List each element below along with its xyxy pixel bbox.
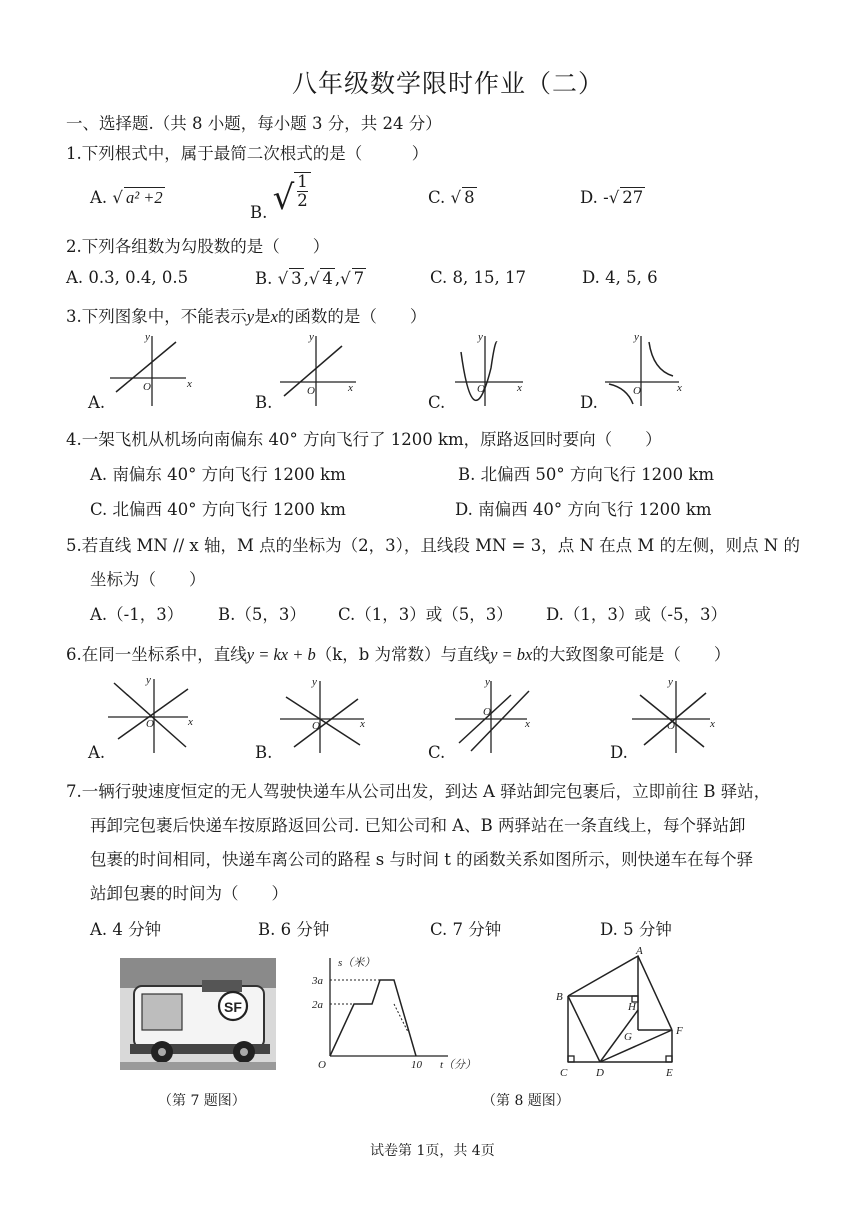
q7-line2: 再卸完包裹后快递车按原路返回公司. 已知公司和 A、B 两驿站在一条直线上，每个驿站卸 [90, 816, 746, 835]
q1-b-den: 2 [297, 191, 308, 210]
sqrt-icon: √ [608, 188, 620, 207]
s-axis-label: s（米） [338, 957, 376, 969]
geometry-figure [552, 945, 702, 1080]
q3-graph-a [110, 330, 190, 410]
q7-option-d: D. 5 分钟 [600, 920, 672, 939]
q1-d-expr: 27 [622, 188, 644, 207]
point-g-label: G [624, 1031, 632, 1043]
origin-label: O [633, 385, 641, 397]
sqrt-icon: √ [112, 188, 123, 207]
sqrt-icon: √ [277, 269, 289, 288]
origin-label: O [307, 385, 315, 397]
q1-option-c [428, 187, 477, 207]
q3-graph-c [455, 330, 535, 410]
origin-label: O [667, 720, 675, 732]
y-axis-label: y [634, 331, 639, 343]
point-c-label: C [560, 1067, 568, 1079]
q1-option-b [250, 172, 311, 222]
y-axis-label: y [668, 676, 673, 688]
q3-label-b: B. [255, 393, 273, 412]
q3-stem-c: 的函数的是（ ） [277, 307, 427, 326]
q3-graph-d [605, 330, 685, 410]
q3-stem-b: 是 [254, 307, 271, 326]
x-axis-label: x [517, 382, 522, 394]
distance-time-line [330, 980, 416, 1056]
segment-bd [568, 996, 600, 1062]
q6-label-c: C. [428, 743, 446, 762]
y-axis-label: y [478, 331, 483, 343]
truck-photo [120, 958, 276, 1070]
q4-option-b: B. 北偏西 50° 方向飞行 1200 km [458, 465, 714, 484]
q6-stem [66, 641, 730, 665]
y-axis-label: y [309, 331, 314, 343]
x-axis-label: x [525, 718, 530, 730]
page-title: 八年级数学限时作业（二） [292, 69, 605, 98]
sqrt-icon: √ [340, 269, 351, 288]
page-footer: 试卷第 1页，共 4页 [370, 1143, 495, 1159]
point-a-label: A [636, 945, 643, 957]
sqrt-icon: √ [272, 178, 295, 218]
q6-graph-c [455, 675, 545, 755]
q6-stem-c: 的大致图象可能是（ ） [532, 645, 731, 664]
graph-line-2 [294, 699, 358, 747]
sf-logo: SF [224, 999, 242, 1015]
q1-stem: 1.下列根式中，属于最简二次根式的是（ ） [66, 144, 429, 163]
origin-label: O [483, 706, 491, 718]
y-axis-label: y [485, 676, 490, 688]
q6-label-d: D. [610, 743, 628, 762]
graph-line-1 [471, 691, 529, 751]
q2-option-a: A. 0.3, 0.4, 0.5 [66, 268, 189, 287]
origin-label: O [143, 381, 151, 393]
q7-line3: 包裹的时间相同，快递车离公司的路程 s 与时间 t 的函数关系如图所示，则快递车在每个驿 [90, 850, 754, 869]
q3-label-d: D. [580, 393, 598, 412]
origin-label: O [312, 720, 320, 732]
x-axis-label: x [710, 718, 715, 730]
tick-2a: 2a [312, 999, 323, 1011]
graph-line-1 [114, 683, 186, 747]
q2-b-r3: 7 [353, 269, 365, 288]
truck-hub-rear [240, 1048, 248, 1056]
origin-label: O [146, 718, 154, 730]
q2-stem: 2.下列各组数为勾股数的是（ ） [66, 237, 330, 256]
q4-option-a: A. 南偏东 40° 方向飞行 1200 km [90, 465, 346, 484]
q3-var-y: y [246, 307, 255, 326]
q5-option-b: B.（5，3） [218, 605, 306, 624]
q5-option-c: C.（1，3）或（5，3） [338, 605, 513, 624]
point-f-label: F [676, 1025, 683, 1037]
q6-label-b: B. [255, 743, 273, 762]
q3-stem-a: 3.下列图象中，不能表示 [66, 307, 247, 326]
q3-graph-b [280, 330, 360, 410]
q2-b-label: B. [255, 269, 273, 288]
q7-option-a: A. 4 分钟 [90, 920, 162, 939]
x-axis-label: x [348, 382, 353, 394]
triangle-bab [568, 956, 672, 1030]
graph-line-1 [286, 697, 360, 745]
q1-c-label: C. [428, 188, 446, 207]
truck-window [142, 994, 182, 1030]
q7-line1: 7.一辆行驶速度恒定的无人驾驶快递车从公司出发，到达 A 驿站卸完包裹后，立即前往 B 驿站， [66, 782, 771, 801]
origin-label: O [318, 1059, 326, 1071]
point-b-label: B [556, 991, 563, 1003]
q5-option-a: A.（-1，3） [90, 605, 184, 624]
q2-option-c: C. 8, 15, 17 [430, 268, 526, 287]
right-angle-e [666, 1056, 672, 1062]
y-axis-label: y [146, 674, 151, 686]
right-angle-c [568, 1056, 574, 1062]
tick-3a: 3a [312, 975, 323, 987]
truck-sensor [202, 980, 242, 992]
q1-c-expr: 8 [464, 188, 475, 207]
x-axis-label: x [677, 382, 682, 394]
guide-return [394, 1004, 408, 1032]
q4-stem: 4.一架飞机从机场向南偏东 40° 方向飞行了 1200 km，原路返回时要向（ ） [66, 430, 662, 449]
y-axis-label: y [312, 676, 317, 688]
q6-graph-a [108, 675, 198, 755]
q6-eq1: y = kx + b [246, 645, 316, 664]
q2-option-d: D. 4, 5, 6 [582, 268, 658, 287]
q1-d-label: D. - [580, 188, 609, 207]
q2-option-b: B. √ 3 ,√ 4 ,√ 7 [255, 269, 365, 288]
q1-option-a [90, 187, 165, 208]
point-e-label: E [666, 1067, 673, 1079]
q6-graph-b [280, 675, 370, 755]
q4-option-c: C. 北偏西 40° 方向飞行 1200 km [90, 500, 346, 519]
t-axis-label: t（分） [440, 1059, 477, 1071]
q5-line2: 坐标为（ ） [90, 570, 206, 589]
photo-ground [120, 1062, 276, 1070]
sqrt-icon: √ [308, 269, 320, 288]
truck-hub-front [158, 1048, 166, 1056]
st-graph [308, 952, 488, 1072]
x-axis-label: x [187, 378, 192, 390]
q3-stem [66, 303, 426, 327]
point-d-label: D [596, 1067, 604, 1079]
sqrt-icon: √ [450, 188, 462, 207]
q7-option-b: B. 6 分钟 [258, 920, 330, 939]
graph-curve-left [609, 384, 633, 404]
q6-eq2: y = bx [490, 645, 533, 664]
graph-curve-right [649, 342, 673, 376]
q1-b-label: B. [250, 203, 268, 222]
q1-a-label: A. [90, 188, 108, 207]
origin-label: O [477, 383, 485, 395]
q3-var-x: x [270, 307, 278, 326]
q7-option-c: C. 7 分钟 [430, 920, 502, 939]
q1-b-fraction [294, 172, 311, 210]
q1-a-expr: a² +2 [125, 188, 163, 207]
q4-option-d: D. 南偏西 40° 方向飞行 1200 km [455, 500, 712, 519]
tick-10: 10 [411, 1059, 422, 1071]
q6-stem-b: （k，b 为常数）与直线 [315, 645, 491, 664]
q6-stem-a: 6.在同一坐标系中，直线 [66, 645, 247, 664]
figure7-caption: （第 7 题图） [158, 1093, 246, 1109]
point-h-label: H [628, 1001, 636, 1013]
q3-label-a: A. [88, 393, 106, 412]
q1-b-num: 1 [297, 172, 308, 191]
q6-label-a: A. [88, 743, 106, 762]
q1-option-d [580, 187, 645, 207]
photo-top-shadow [120, 958, 276, 988]
figure8-caption: （第 8 题图） [482, 1093, 570, 1109]
x-axis-label: x [360, 718, 365, 730]
section-heading: 一、选择题.（共 8 小题，每小题 3 分，共 24 分） [66, 114, 442, 133]
q2-b-r2: 4 [322, 269, 333, 288]
q5-line1: 5.若直线 MN // x 轴，M 点的坐标为（2，3），且线段 MN = 3，点 N 在点 M 的左侧，则点 N 的 [66, 536, 800, 555]
q5-option-d: D.（1，3）或（-5，3） [546, 605, 727, 624]
q6-graph-d [632, 675, 722, 755]
x-axis-label: x [188, 716, 193, 728]
q3-label-c: C. [428, 393, 446, 412]
y-axis-label: y [145, 331, 150, 343]
q7-line4: 站卸包裹的时间为（ ） [90, 884, 288, 903]
q2-b-r1: 3 [291, 269, 302, 288]
